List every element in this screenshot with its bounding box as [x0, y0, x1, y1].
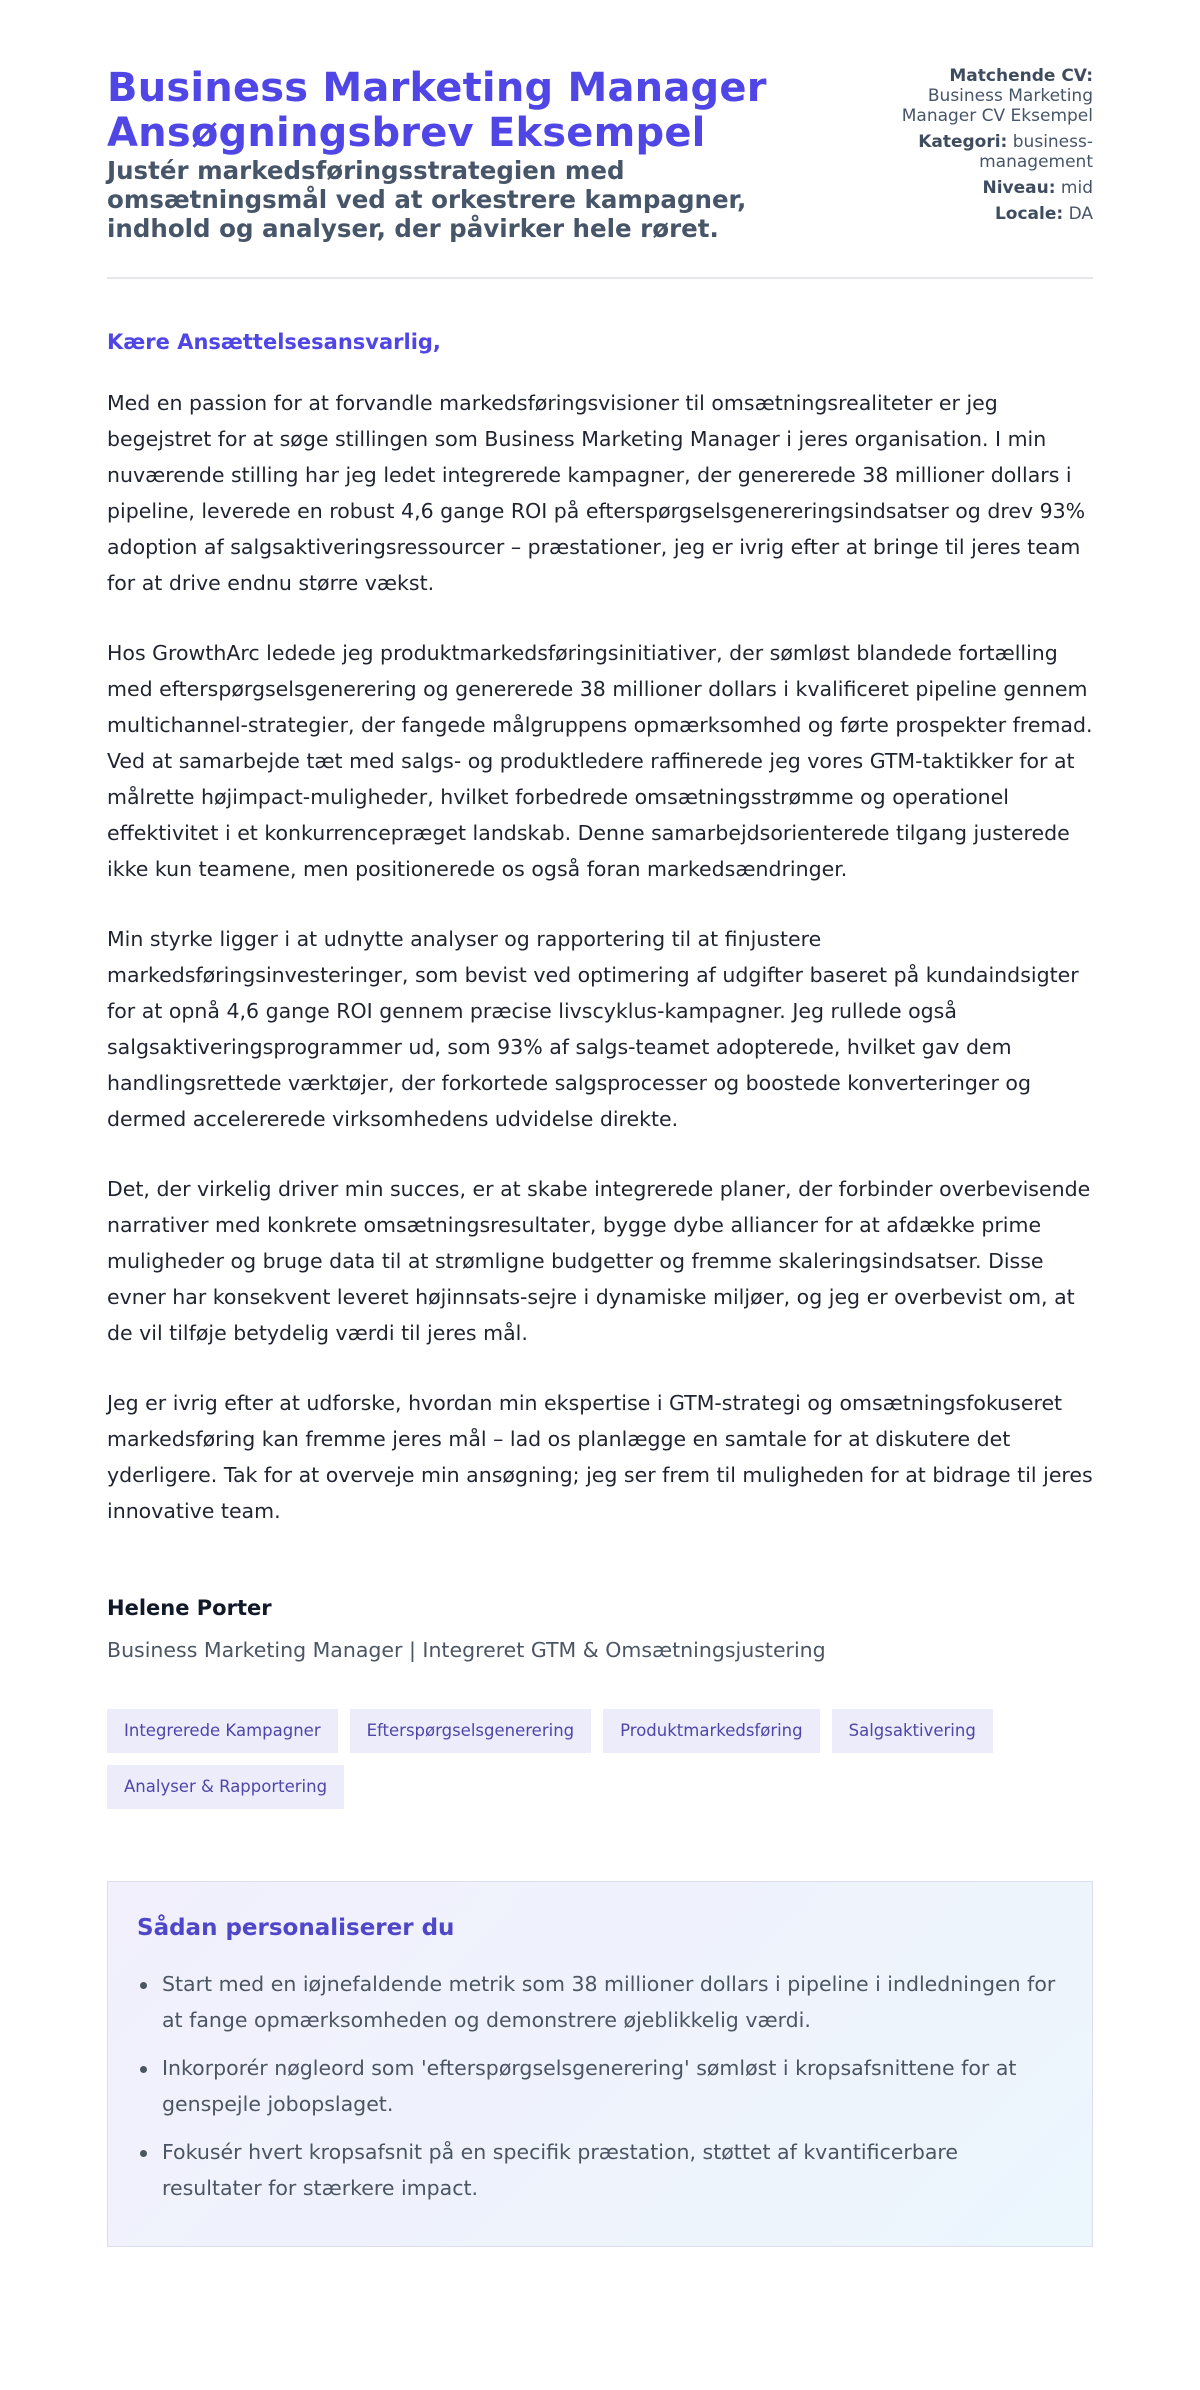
signature-title: Business Marketing Manager | Integreret GTM & Omsætningsjustering [107, 1638, 826, 1662]
meta-level-label: Niveau: [982, 178, 1056, 198]
letter-paragraph-1: Med en passion for at forvandle markedsføringsvisioner til omsætningsrealiteter er jeg begejstret for at søge stillingen som Business Marketing Manager i jeres organisation. I min nuværende stilling har jeg ledet integrerede kampagner, der genererede 38 millioner dollars i pipeline, leverede en robust 4,6 gange ROI på efterspørgselsgenereringsindsatser og drev 93% adoption af salgsaktiveringsressourcer – præstationer, jeg er ivrig efter at bringe til jeres team for at drive endnu større vækst. [107, 391, 1086, 595]
letter-greeting: Kære Ansættelsesansvarlig, [107, 330, 441, 354]
meta-category-value: business-management [979, 132, 1093, 172]
letter-paragraph-3: Min styrke ligger i at udnytte analyser og rapportering til at finjustere markedsføringsinvesteringer, som bevist ved optimering af udgifter baseret på kundaindsigter for at opnå 4,6 gange ROI gennem præcise livscyklus-kampagner. Jeg rullede også salgsaktiveringsprogrammer ud, som 93% af salgs-teamet adopterede, hvilket gav dem handlingsrettede værktøjer, der forkortede salgsprocesser og boostede konverteringer og dermed accelererede virksomhedens udvidelse direkte. [107, 927, 1079, 1131]
skill-tags [107, 1709, 1107, 1809]
signature-name: Helene Porter [107, 1596, 272, 1620]
skill-tag: Analyser & Rapportering [107, 1765, 344, 1809]
page-title: Business Marketing Manager Ansøgningsbrev Eksempel [107, 65, 767, 156]
header-titles [107, 66, 807, 243]
meta-level-value: mid [1060, 178, 1093, 198]
meta-level [873, 178, 1093, 198]
page-subtitle: Justér markedsføringsstrategien med omsætningsmål ved at orkestrere kampagner, indhold og analyser, der påvirker hele røret. [107, 156, 747, 243]
letter-body [107, 329, 1093, 1529]
tip-item: Inkorporér nøgleord som 'efterspørgselsgenerering' sømløst i kropsafsnittene for at genspejle jobopslaget. [137, 2050, 1063, 2122]
tip-item: Start med en iøjnefaldende metrik som 38 millioner dollars i pipeline i indledningen for at fange opmærksomheden og demonstrere øjeblikkelig værdi. [137, 1966, 1063, 2038]
meta-category [873, 132, 1093, 172]
skill-tag: Produktmarkedsføring [603, 1709, 820, 1753]
meta-locale [873, 204, 1093, 224]
signature-block [107, 1595, 1093, 1663]
meta-matching-cv-value: Business Marketing Manager CV Eksempel [901, 86, 1093, 126]
tips-title: Sådan personaliserer du [137, 1915, 455, 1941]
meta-locale-value: DA [1068, 204, 1093, 224]
tip-item: Fokusér hvert kropsafsnit på en specifik præstation, støttet af kvantificerbare resultater for stærkere impact. [137, 2134, 1063, 2206]
skill-tag: Efterspørgselsgenerering [350, 1709, 592, 1753]
meta-matching-cv-label: Matchende CV: [949, 66, 1093, 86]
letter-paragraph-5: Jeg er ivrig efter at udforske, hvordan min ekspertise i GTM-strategi og omsætningsfokuseret markedsføring kan fremme jeres mål – lad os planlægge en samtale for at diskutere det yderligere. Tak for at overveje min ansøgning; jeg ser frem til muligheden for at bidrage til jeres innovative team. [107, 1391, 1093, 1523]
letter-paragraph-2: Hos GrowthArc ledede jeg produktmarkedsføringsinitiativer, der sømløst blandede fortælling med efterspørgselsgenerering og genererede 38 millioner dollars i kvalificeret pipeline gennem multichannel-strategier, der fangede målgruppens opmærksomhed og førte prospekter fremad. Ved at samarbejde tæt med salgs- og produktledere raffinerede jeg vores GTM-taktikker for at målrette højimpact-muligheder, hvilket forbedrede omsætningsstrømme og operationel effektivitet i et konkurrencepræget landskab. Denne samarbejdsorienterede tilgang justerede ikke kun teamene, men positionerede os også foran markedsændringer. [107, 641, 1093, 881]
meta-locale-label: Locale: [994, 204, 1064, 224]
tips-list [137, 1966, 1063, 2206]
meta-matching-cv [873, 66, 1093, 126]
meta-panel [873, 66, 1093, 230]
skill-tag: Salgsaktivering [832, 1709, 993, 1753]
letter-paragraph-4: Det, der virkelig driver min succes, er at skabe integrerede planer, der forbinder overbevisende narrativer med konkrete omsætningsresultater, bygge dybe alliancer for at afdække prime muligheder og bruge data til at strømligne budgetter og fremme skaleringsindsatser. Disse evner har konsekvent leveret højinnsats-sejre i dynamiske miljøer, og jeg er overbevist om, at de vil tilføje betydelig værdi til jeres mål. [107, 1177, 1091, 1345]
page-header [107, 66, 1093, 279]
meta-category-label: Kategori: [918, 132, 1008, 152]
personalization-tips-box [107, 1881, 1093, 2247]
skill-tag: Integrerede Kampagner [107, 1709, 338, 1753]
